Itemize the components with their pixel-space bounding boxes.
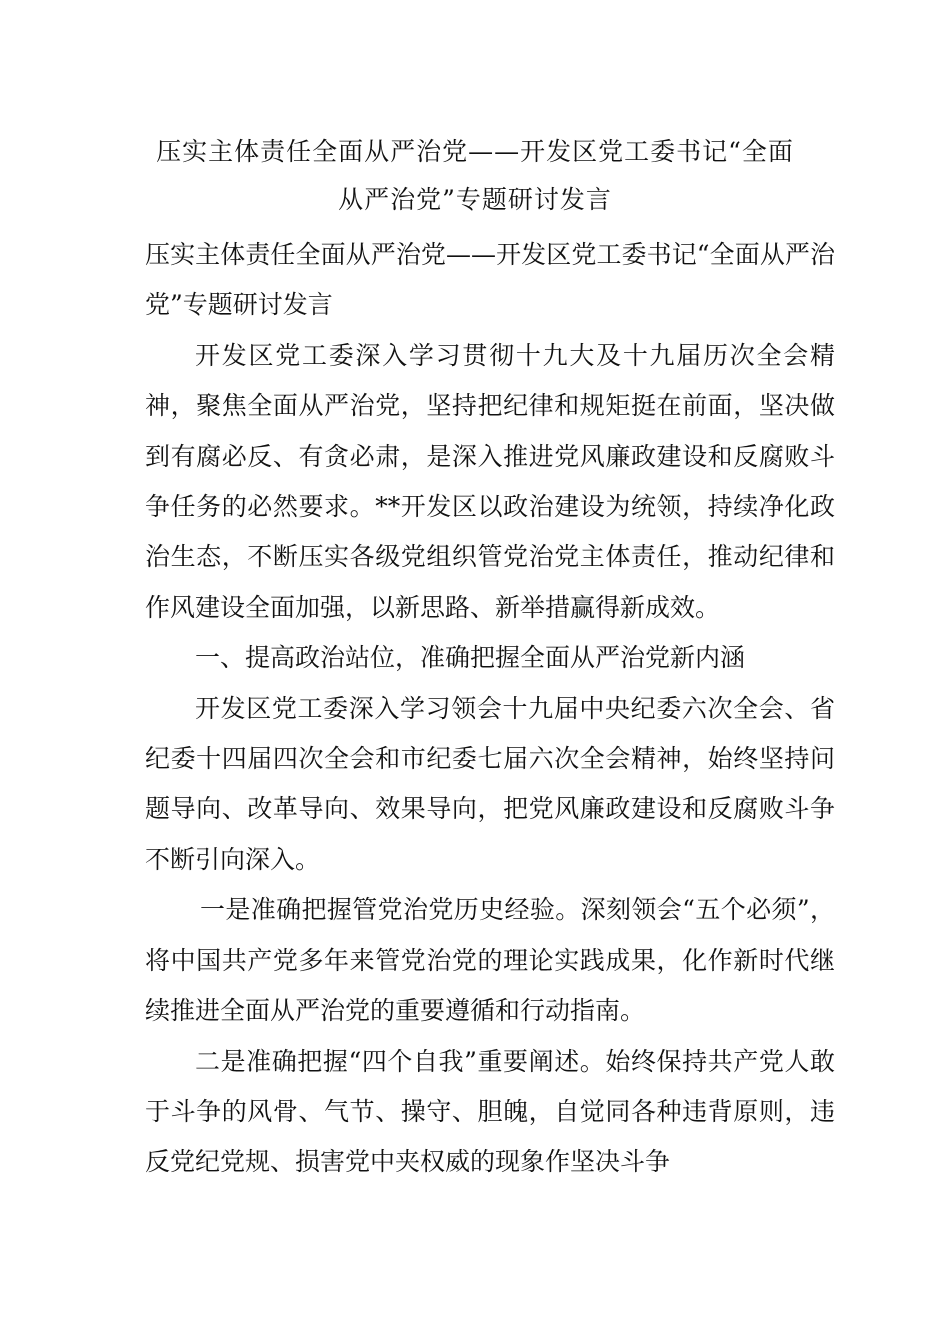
intro-paragraph: 开发区党工委深入学习贯彻十九大及十九届历次全会精神，聚焦全面从严治党，坚持把纪律和规矩挺在前面，坚决做到有腐必反、有贪必肃，是深入推进党风廉政建设和反腐败斗争任务的必然要求。**开发区以政治建设为统领，持续净化政治生态，不断压实各级党组织管党治党主体责任，推动纪律和作风建设全面加强，以新思路、新举措赢得新成效。 [145, 340, 835, 622]
document-body [145, 230, 835, 1188]
section-heading: 一、提高政治站位，准确把握全面从严治党新内涵 [195, 643, 746, 673]
document-title [120, 128, 830, 224]
point-one-paragraph: 一是准确把握管党治党历史经验。深刻领会“五个必须”，将中国共产党多年来管党治党的理论实践成果，化作新时代继续推进全面从严治党的重要遵循和行动指南。 [145, 895, 835, 1026]
subtitle-paragraph: 压实主体责任全面从严治党——开发区党工委书记“全面从严治党”专题研讨发言 [145, 240, 835, 320]
section-paragraph: 开发区党工委深入学习领会十九届中央纪委六次全会、省纪委十四届四次全会和市纪委七届六次全会精神，始终坚持问题导向、改革导向、效果导向，把党风廉政建设和反腐败斗争不断引向深入。 [145, 693, 835, 874]
title-line-2: 从严治党”专题研讨发言 [338, 185, 612, 214]
point-two-paragraph: 二是准确把握“四个自我”重要阐述。始终保持共产党人敢于斗争的风骨、气节、操守、胆魄，自觉同各种违背原则，违反党纪党规、损害党中夹权威的现象作坚决斗争 [145, 1046, 835, 1177]
title-line-1: 压实主体责任全面从严治党——开发区党工委书记“全面 [156, 137, 794, 166]
